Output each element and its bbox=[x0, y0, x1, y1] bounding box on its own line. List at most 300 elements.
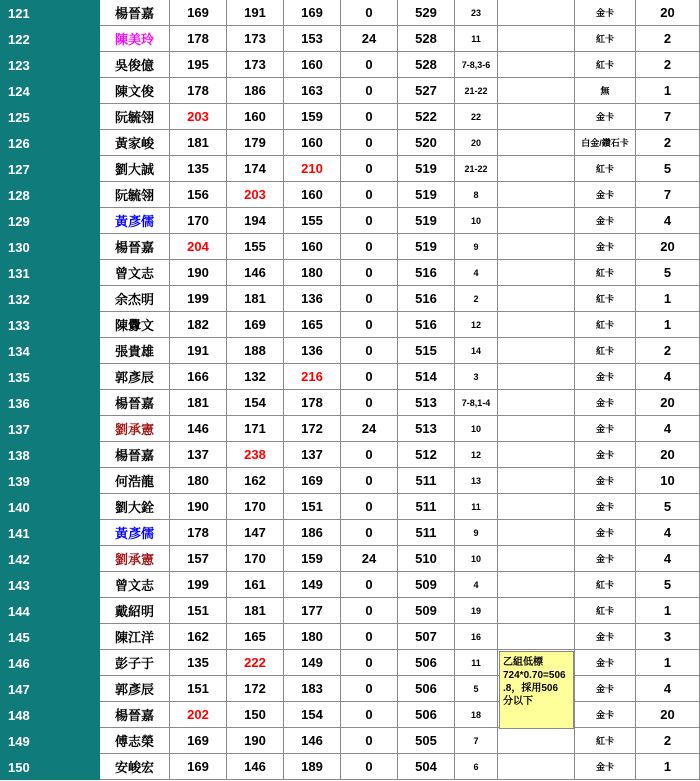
count-cell: 4 bbox=[636, 416, 700, 442]
total-score-cell: 509 bbox=[398, 572, 455, 598]
lane-cell: 10 bbox=[455, 546, 498, 572]
handicap-cell: 0 bbox=[341, 364, 398, 390]
game2-score-cell: 179 bbox=[227, 130, 284, 156]
rank-cell: 129 bbox=[0, 208, 100, 234]
count-cell: 4 bbox=[636, 520, 700, 546]
count-cell: 1 bbox=[636, 312, 700, 338]
lane-cell: 2 bbox=[455, 286, 498, 312]
card-type-cell: 金卡 bbox=[575, 234, 636, 260]
note-line: .8，採用506 bbox=[503, 683, 559, 694]
game2-score-cell: 181 bbox=[227, 286, 284, 312]
total-score-cell: 511 bbox=[398, 520, 455, 546]
game1-score-cell: 157 bbox=[170, 546, 227, 572]
game3-score-cell: 177 bbox=[284, 598, 341, 624]
player-name-cell: 阮毓翎 bbox=[100, 182, 170, 208]
game2-score-cell: 191 bbox=[227, 0, 284, 26]
game3-score-cell: 154 bbox=[284, 702, 341, 728]
game3-score-cell: 163 bbox=[284, 78, 341, 104]
game3-score-cell: 178 bbox=[284, 390, 341, 416]
game3-score-cell: 146 bbox=[284, 728, 341, 754]
card-type-cell: 金卡 bbox=[575, 520, 636, 546]
total-score-cell: 506 bbox=[398, 702, 455, 728]
card-type-cell: 金卡 bbox=[575, 650, 636, 676]
player-name-cell: 曾文志 bbox=[100, 260, 170, 286]
table-row bbox=[0, 416, 700, 442]
card-type-cell: 白金/鑽石卡 bbox=[575, 130, 636, 156]
card-type-cell: 紅卡 bbox=[575, 286, 636, 312]
handicap-cell: 0 bbox=[341, 130, 398, 156]
player-name-cell: 楊晉嘉 bbox=[100, 442, 170, 468]
game3-score-cell: 165 bbox=[284, 312, 341, 338]
game1-score-cell: 178 bbox=[170, 26, 227, 52]
lane-cell: 7 bbox=[455, 728, 498, 754]
game3-score-cell: 160 bbox=[284, 130, 341, 156]
handicap-cell: 0 bbox=[341, 234, 398, 260]
card-type-cell: 金卡 bbox=[575, 0, 636, 26]
game3-score-cell: 160 bbox=[284, 52, 341, 78]
count-cell: 20 bbox=[636, 442, 700, 468]
note-cell bbox=[498, 546, 575, 572]
game3-score-cell: 172 bbox=[284, 416, 341, 442]
card-type-cell: 金卡 bbox=[575, 442, 636, 468]
game3-score-cell: 136 bbox=[284, 338, 341, 364]
count-cell: 2 bbox=[636, 52, 700, 78]
rank-cell: 148 bbox=[0, 702, 100, 728]
game1-score-cell: 162 bbox=[170, 624, 227, 650]
handicap-cell: 0 bbox=[341, 572, 398, 598]
card-type-cell: 紅卡 bbox=[575, 572, 636, 598]
player-name-cell: 郭彥辰 bbox=[100, 364, 170, 390]
game2-score-cell: 190 bbox=[227, 728, 284, 754]
note-cell bbox=[498, 156, 575, 182]
table-row bbox=[0, 728, 700, 754]
handicap-cell: 0 bbox=[341, 156, 398, 182]
player-name-cell: 楊晉嘉 bbox=[100, 390, 170, 416]
player-name-cell: 安峻宏 bbox=[100, 754, 170, 780]
game2-score-cell: 147 bbox=[227, 520, 284, 546]
count-cell: 1 bbox=[636, 598, 700, 624]
note-cell bbox=[498, 286, 575, 312]
game2-score-cell: 173 bbox=[227, 26, 284, 52]
handicap-cell: 0 bbox=[341, 208, 398, 234]
table-row bbox=[0, 52, 700, 78]
rank-cell: 141 bbox=[0, 520, 100, 546]
note-cell bbox=[498, 598, 575, 624]
total-score-cell: 520 bbox=[398, 130, 455, 156]
note-cell bbox=[498, 234, 575, 260]
count-cell: 4 bbox=[636, 546, 700, 572]
game3-score-cell: 151 bbox=[284, 494, 341, 520]
game1-score-cell: 180 bbox=[170, 468, 227, 494]
card-type-cell: 金卡 bbox=[575, 468, 636, 494]
lane-cell: 6 bbox=[455, 754, 498, 780]
lane-cell: 10 bbox=[455, 208, 498, 234]
handicap-cell: 24 bbox=[341, 416, 398, 442]
game3-score-cell: 136 bbox=[284, 286, 341, 312]
card-type-cell: 金卡 bbox=[575, 624, 636, 650]
player-name-cell: 張貴雄 bbox=[100, 338, 170, 364]
game1-score-cell: 169 bbox=[170, 0, 227, 26]
rank-cell: 132 bbox=[0, 286, 100, 312]
card-type-cell: 金卡 bbox=[575, 754, 636, 780]
rank-cell: 150 bbox=[0, 754, 100, 780]
note-cell bbox=[498, 754, 575, 780]
card-type-cell: 金卡 bbox=[575, 416, 636, 442]
lane-cell: 9 bbox=[455, 234, 498, 260]
game3-score-cell: 210 bbox=[284, 156, 341, 182]
handicap-cell: 24 bbox=[341, 26, 398, 52]
game2-score-cell: 222 bbox=[227, 650, 284, 676]
game1-score-cell: 182 bbox=[170, 312, 227, 338]
note-cell bbox=[498, 624, 575, 650]
table-row bbox=[0, 468, 700, 494]
lane-cell: 11 bbox=[455, 650, 498, 676]
handicap-cell: 0 bbox=[341, 286, 398, 312]
rank-cell: 140 bbox=[0, 494, 100, 520]
rank-cell: 135 bbox=[0, 364, 100, 390]
note-cell bbox=[498, 52, 575, 78]
total-score-cell: 507 bbox=[398, 624, 455, 650]
rank-cell: 147 bbox=[0, 676, 100, 702]
count-cell: 7 bbox=[636, 182, 700, 208]
rank-cell: 134 bbox=[0, 338, 100, 364]
note-cell bbox=[498, 390, 575, 416]
player-name-cell: 楊晉嘉 bbox=[100, 0, 170, 26]
note-cell bbox=[498, 260, 575, 286]
game3-score-cell: 159 bbox=[284, 104, 341, 130]
game3-score-cell: 186 bbox=[284, 520, 341, 546]
count-cell: 7 bbox=[636, 104, 700, 130]
lane-cell: 12 bbox=[455, 312, 498, 338]
game2-score-cell: 169 bbox=[227, 312, 284, 338]
note-cell bbox=[498, 520, 575, 546]
player-name-cell: 劉承憲 bbox=[100, 546, 170, 572]
table-row bbox=[0, 104, 700, 130]
card-type-cell: 紅卡 bbox=[575, 728, 636, 754]
table-row bbox=[0, 78, 700, 104]
note-line: 724*0.70=506 bbox=[503, 670, 566, 681]
note-line: 分以下 bbox=[503, 696, 533, 707]
total-score-cell: 510 bbox=[398, 546, 455, 572]
game2-score-cell: 150 bbox=[227, 702, 284, 728]
game3-score-cell: 149 bbox=[284, 650, 341, 676]
rank-cell: 130 bbox=[0, 234, 100, 260]
low-score-note bbox=[499, 651, 574, 729]
total-score-cell: 509 bbox=[398, 598, 455, 624]
card-type-cell: 金卡 bbox=[575, 208, 636, 234]
note-cell bbox=[498, 338, 575, 364]
handicap-cell: 0 bbox=[341, 494, 398, 520]
handicap-cell: 0 bbox=[341, 390, 398, 416]
player-name-cell: 吳俊億 bbox=[100, 52, 170, 78]
handicap-cell: 0 bbox=[341, 260, 398, 286]
game1-score-cell: 190 bbox=[170, 494, 227, 520]
note-cell bbox=[498, 572, 575, 598]
lane-cell: 19 bbox=[455, 598, 498, 624]
rank-cell: 133 bbox=[0, 312, 100, 338]
table-row bbox=[0, 754, 700, 780]
total-score-cell: 512 bbox=[398, 442, 455, 468]
total-score-cell: 516 bbox=[398, 260, 455, 286]
game2-score-cell: 146 bbox=[227, 754, 284, 780]
player-name-cell: 劉大誠 bbox=[100, 156, 170, 182]
player-name-cell: 戴紹明 bbox=[100, 598, 170, 624]
game2-score-cell: 162 bbox=[227, 468, 284, 494]
note-cell bbox=[498, 78, 575, 104]
table-row bbox=[0, 130, 700, 156]
count-cell: 5 bbox=[636, 260, 700, 286]
card-type-cell: 紅卡 bbox=[575, 26, 636, 52]
lane-cell: 8 bbox=[455, 182, 498, 208]
lane-cell: 18 bbox=[455, 702, 498, 728]
handicap-cell: 0 bbox=[341, 702, 398, 728]
game1-score-cell: 199 bbox=[170, 572, 227, 598]
game1-score-cell: 202 bbox=[170, 702, 227, 728]
count-cell: 1 bbox=[636, 650, 700, 676]
rank-cell: 131 bbox=[0, 260, 100, 286]
table-row bbox=[0, 520, 700, 546]
rank-cell: 121 bbox=[0, 0, 100, 26]
count-cell: 5 bbox=[636, 156, 700, 182]
total-score-cell: 519 bbox=[398, 234, 455, 260]
table-row bbox=[0, 598, 700, 624]
handicap-cell: 0 bbox=[341, 182, 398, 208]
game2-score-cell: 154 bbox=[227, 390, 284, 416]
handicap-cell: 0 bbox=[341, 0, 398, 26]
game2-score-cell: 203 bbox=[227, 182, 284, 208]
table-row bbox=[0, 0, 700, 26]
table-row bbox=[0, 182, 700, 208]
total-score-cell: 506 bbox=[398, 650, 455, 676]
count-cell: 20 bbox=[636, 390, 700, 416]
player-name-cell: 劉大銓 bbox=[100, 494, 170, 520]
game1-score-cell: 169 bbox=[170, 754, 227, 780]
player-name-cell: 郭彥辰 bbox=[100, 676, 170, 702]
card-type-cell: 金卡 bbox=[575, 364, 636, 390]
game2-score-cell: 188 bbox=[227, 338, 284, 364]
count-cell: 1 bbox=[636, 754, 700, 780]
lane-cell: 3 bbox=[455, 364, 498, 390]
rank-cell: 143 bbox=[0, 572, 100, 598]
game2-score-cell: 160 bbox=[227, 104, 284, 130]
note-cell bbox=[498, 728, 575, 754]
handicap-cell: 0 bbox=[341, 104, 398, 130]
table-row bbox=[0, 260, 700, 286]
rank-cell: 137 bbox=[0, 416, 100, 442]
handicap-cell: 0 bbox=[341, 468, 398, 494]
total-score-cell: 519 bbox=[398, 156, 455, 182]
handicap-cell: 0 bbox=[341, 624, 398, 650]
lane-cell: 23 bbox=[455, 0, 498, 26]
lane-cell: 4 bbox=[455, 260, 498, 286]
game2-score-cell: 186 bbox=[227, 78, 284, 104]
game2-score-cell: 181 bbox=[227, 598, 284, 624]
player-name-cell: 楊晉嘉 bbox=[100, 702, 170, 728]
table-row bbox=[0, 286, 700, 312]
game3-score-cell: 189 bbox=[284, 754, 341, 780]
game2-score-cell: 171 bbox=[227, 416, 284, 442]
lane-cell: 11 bbox=[455, 26, 498, 52]
handicap-cell: 0 bbox=[341, 52, 398, 78]
game2-score-cell: 173 bbox=[227, 52, 284, 78]
total-score-cell: 516 bbox=[398, 286, 455, 312]
game2-score-cell: 170 bbox=[227, 546, 284, 572]
note-cell bbox=[498, 104, 575, 130]
note-cell bbox=[498, 26, 575, 52]
card-type-cell: 金卡 bbox=[575, 546, 636, 572]
handicap-cell: 0 bbox=[341, 728, 398, 754]
total-score-cell: 528 bbox=[398, 52, 455, 78]
rank-cell: 126 bbox=[0, 130, 100, 156]
card-type-cell: 無 bbox=[575, 78, 636, 104]
game1-score-cell: 204 bbox=[170, 234, 227, 260]
lane-cell: 4 bbox=[455, 572, 498, 598]
card-type-cell: 金卡 bbox=[575, 104, 636, 130]
game3-score-cell: 155 bbox=[284, 208, 341, 234]
game3-score-cell: 216 bbox=[284, 364, 341, 390]
note-cell bbox=[498, 494, 575, 520]
game3-score-cell: 137 bbox=[284, 442, 341, 468]
table-row bbox=[0, 390, 700, 416]
game2-score-cell: 238 bbox=[227, 442, 284, 468]
table-row bbox=[0, 624, 700, 650]
note-cell bbox=[498, 416, 575, 442]
game3-score-cell: 153 bbox=[284, 26, 341, 52]
game1-score-cell: 137 bbox=[170, 442, 227, 468]
handicap-cell: 0 bbox=[341, 520, 398, 546]
total-score-cell: 511 bbox=[398, 468, 455, 494]
card-type-cell: 紅卡 bbox=[575, 312, 636, 338]
total-score-cell: 522 bbox=[398, 104, 455, 130]
handicap-cell: 0 bbox=[341, 754, 398, 780]
game1-score-cell: 178 bbox=[170, 78, 227, 104]
table-row bbox=[0, 494, 700, 520]
game2-score-cell: 170 bbox=[227, 494, 284, 520]
table-row bbox=[0, 208, 700, 234]
table-row bbox=[0, 650, 700, 676]
table-row bbox=[0, 572, 700, 598]
count-cell: 2 bbox=[636, 728, 700, 754]
lane-cell: 12 bbox=[455, 442, 498, 468]
player-name-cell: 曾文志 bbox=[100, 572, 170, 598]
player-name-cell: 黃彥儒 bbox=[100, 520, 170, 546]
handicap-cell: 0 bbox=[341, 650, 398, 676]
table-row bbox=[0, 676, 700, 702]
game1-score-cell: 135 bbox=[170, 156, 227, 182]
count-cell: 20 bbox=[636, 234, 700, 260]
table-row bbox=[0, 234, 700, 260]
rank-cell: 146 bbox=[0, 650, 100, 676]
game3-score-cell: 180 bbox=[284, 260, 341, 286]
game2-score-cell: 172 bbox=[227, 676, 284, 702]
table-row bbox=[0, 312, 700, 338]
game3-score-cell: 180 bbox=[284, 624, 341, 650]
total-score-cell: 506 bbox=[398, 676, 455, 702]
game1-score-cell: 195 bbox=[170, 52, 227, 78]
game3-score-cell: 159 bbox=[284, 546, 341, 572]
note-cell bbox=[498, 130, 575, 156]
rank-cell: 149 bbox=[0, 728, 100, 754]
card-type-cell: 紅卡 bbox=[575, 156, 636, 182]
lane-cell: 7-8,1-4 bbox=[455, 390, 498, 416]
game3-score-cell: 160 bbox=[284, 234, 341, 260]
note-cell bbox=[498, 468, 575, 494]
total-score-cell: 529 bbox=[398, 0, 455, 26]
game1-score-cell: 181 bbox=[170, 130, 227, 156]
player-name-cell: 黃家峻 bbox=[100, 130, 170, 156]
total-score-cell: 515 bbox=[398, 338, 455, 364]
lane-cell: 20 bbox=[455, 130, 498, 156]
table-row bbox=[0, 26, 700, 52]
player-name-cell: 劉承憲 bbox=[100, 416, 170, 442]
total-score-cell: 514 bbox=[398, 364, 455, 390]
game2-score-cell: 161 bbox=[227, 572, 284, 598]
player-name-cell: 傅志榮 bbox=[100, 728, 170, 754]
card-type-cell: 紅卡 bbox=[575, 598, 636, 624]
count-cell: 20 bbox=[636, 702, 700, 728]
lane-cell: 13 bbox=[455, 468, 498, 494]
count-cell: 5 bbox=[636, 494, 700, 520]
count-cell: 2 bbox=[636, 26, 700, 52]
note-cell bbox=[498, 0, 575, 26]
lane-cell: 9 bbox=[455, 520, 498, 546]
handicap-cell: 0 bbox=[341, 442, 398, 468]
total-score-cell: 511 bbox=[398, 494, 455, 520]
card-type-cell: 金卡 bbox=[575, 390, 636, 416]
game1-score-cell: 190 bbox=[170, 260, 227, 286]
total-score-cell: 519 bbox=[398, 208, 455, 234]
card-type-cell: 金卡 bbox=[575, 676, 636, 702]
handicap-cell: 0 bbox=[341, 338, 398, 364]
handicap-cell: 24 bbox=[341, 546, 398, 572]
rank-cell: 125 bbox=[0, 104, 100, 130]
player-name-cell: 黃彥儒 bbox=[100, 208, 170, 234]
table-row bbox=[0, 442, 700, 468]
total-score-cell: 513 bbox=[398, 390, 455, 416]
table-row bbox=[0, 338, 700, 364]
count-cell: 20 bbox=[636, 0, 700, 26]
count-cell: 2 bbox=[636, 338, 700, 364]
rank-cell: 138 bbox=[0, 442, 100, 468]
game2-score-cell: 132 bbox=[227, 364, 284, 390]
card-type-cell: 金卡 bbox=[575, 182, 636, 208]
note-cell bbox=[498, 364, 575, 390]
count-cell: 4 bbox=[636, 208, 700, 234]
count-cell: 10 bbox=[636, 468, 700, 494]
count-cell: 5 bbox=[636, 572, 700, 598]
note-cell bbox=[498, 312, 575, 338]
count-cell: 4 bbox=[636, 364, 700, 390]
handicap-cell: 0 bbox=[341, 78, 398, 104]
rank-cell: 122 bbox=[0, 26, 100, 52]
lane-cell: 21-22 bbox=[455, 156, 498, 182]
game1-score-cell: 178 bbox=[170, 520, 227, 546]
lane-cell: 14 bbox=[455, 338, 498, 364]
rank-cell: 139 bbox=[0, 468, 100, 494]
player-name-cell: 陳釁文 bbox=[100, 312, 170, 338]
lane-cell: 10 bbox=[455, 416, 498, 442]
rank-cell: 145 bbox=[0, 624, 100, 650]
game3-score-cell: 183 bbox=[284, 676, 341, 702]
game3-score-cell: 169 bbox=[284, 0, 341, 26]
game1-score-cell: 146 bbox=[170, 416, 227, 442]
lane-cell: 5 bbox=[455, 676, 498, 702]
handicap-cell: 0 bbox=[341, 598, 398, 624]
rank-cell: 127 bbox=[0, 156, 100, 182]
game1-score-cell: 181 bbox=[170, 390, 227, 416]
game1-score-cell: 191 bbox=[170, 338, 227, 364]
player-name-cell: 余杰明 bbox=[100, 286, 170, 312]
